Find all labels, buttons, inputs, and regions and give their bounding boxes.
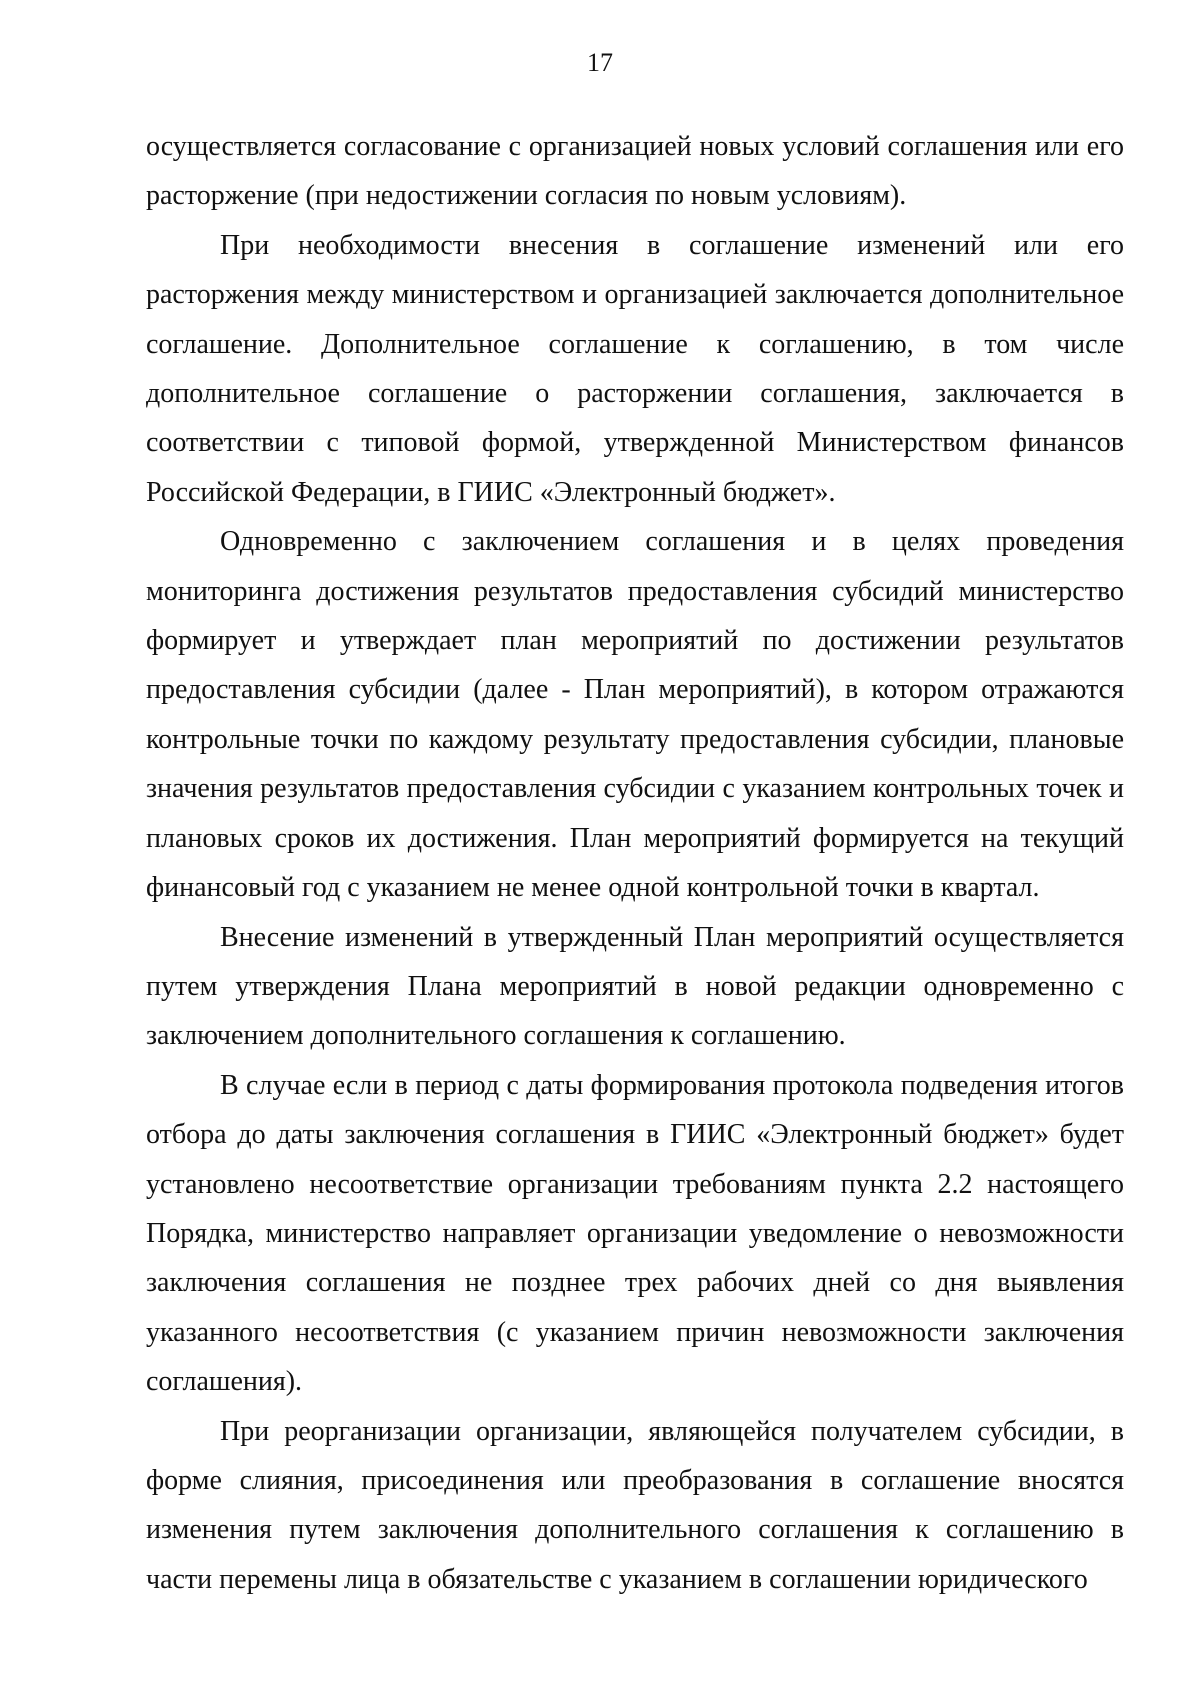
paragraph-noncompliance: В случае если в период с даты формирования протокола подведения итогов отбора до даты заключения соглашения в ГИИС «Электронный бюджет» будет установлено несоответствие организации требованиям пункта 2.2 настоящего Порядка, министерство направляет организации уведомление о невозможности заключения соглашения не позднее трех рабочих дней со дня выявления указанного несоответствия (с указанием причин невозможности заключения соглашения). [146, 1069, 1124, 1398]
paragraph-reorganization: При реорганизации организации, являющейся получателем субсидии, в форме слияния, присоединения или преобразования в соглашение вносятся изменения путем заключения дополнительного соглашения к соглашению в части перемены лица в обязательстве с указанием в соглашении юридического [146, 1415, 1124, 1595]
page-number: 17 [587, 48, 613, 77]
paragraph-continuation: осуществляется согласование с организацией новых условий соглашения или его расторжение (при недостижении согласия по новым условиям). [146, 131, 1124, 212]
paragraph-plan-changes: Внесение изменений в утвержденный План мероприятий осуществляется путем утверждения Плана мероприятий в новой редакции одновременно с заключением дополнительного соглашения к соглашению. [146, 921, 1124, 1052]
document-body [146, 122, 1124, 1604]
paragraph-action-plan: Одновременно с заключением соглашения и в целях проведения мониторинга достижения результатов предоставления субсидий министерство формирует и утверждает план мероприятий по достижении результатов предоставления субсидии (далее - План мероприятий), в котором отражаются контрольные точки по каждому результату предоставления субсидии, плановые значения результатов предоставления субсидии с указанием контрольных точек и плановых сроков их достижения. План мероприятий формируется на текущий финансовый год с указанием не менее одной контрольной точки в квартал. [146, 526, 1124, 904]
paragraph-additional-agreement: При необходимости внесения в соглашение изменений или его расторжения между министерством и организацией заключается дополнительное соглашение. Дополнительное соглашение к соглашению, в том числе дополнительное соглашение о расторжении соглашения, заключается в соответствии с типовой формой, утвержденной Министерством финансов Российской Федерации, в ГИИС «Электронный бюджет». [146, 229, 1124, 508]
